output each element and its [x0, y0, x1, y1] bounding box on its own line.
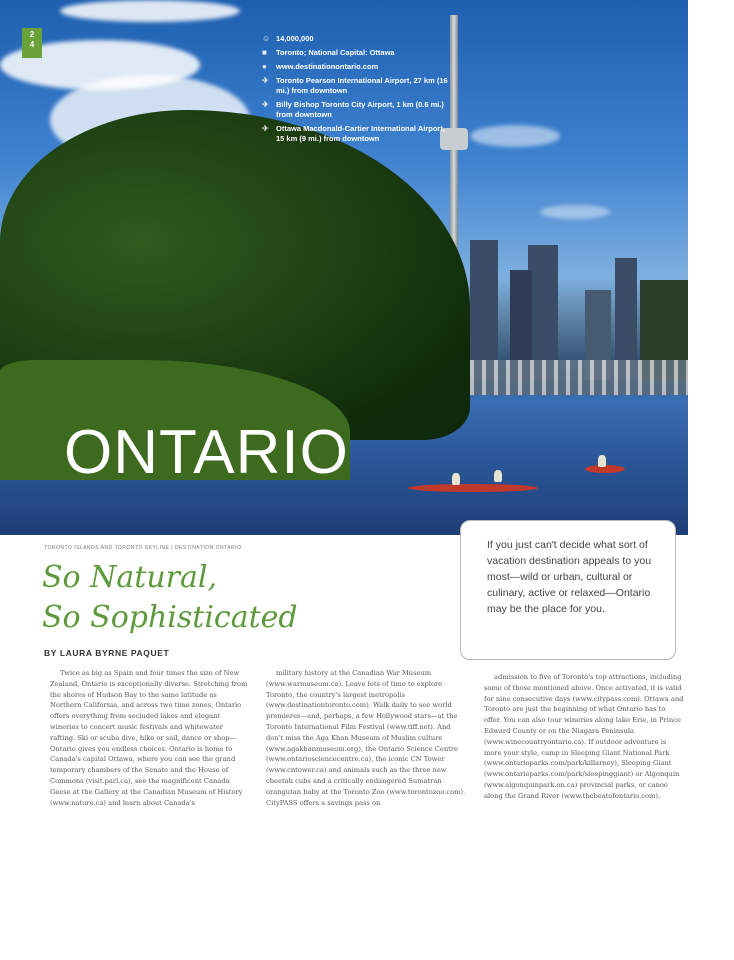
byline: BY LAURA BYRNE PAQUET: [44, 648, 170, 658]
fact-airport-billy-bishop: ✈ Billy Bishop Toronto City Airport, 1 km (0.6 mi.) from downtown: [262, 100, 444, 119]
photo-caption: TORONTO ISLANDS AND TORONTO SKYLINE | DESTINATION ONTARIO: [44, 545, 242, 551]
article-column-1: [50, 668, 250, 808]
person-icon: ☺: [262, 34, 271, 43]
article-column-3: [484, 672, 684, 802]
column-text: Twice as big as Spain and four times the size of New Zealand, Ontario is exceptionally diverse. Stretching from the shores of Hudson Bay to the same latitude as Northern California, and across two time zones, Ontario offers everything from secluded lakes and elegant wineries to concert music festivals and whitewater rafting. Ski or scuba dive, hike or sail, dance or shop—Ontario gives you endless choices. Ontario is home to Canada's capital Ottawa, where you can see the grand temporary chambers of the Senate and the House of Commons (visit.parl.ca), see the magnificent Canada Geese at the Gallery at the Canadian Museum of History (www.nature.ca) and learn about Canada's: [50, 669, 248, 807]
hero-title: ONTARIO: [64, 418, 349, 487]
fact-population: ☺ 14,000,000: [262, 34, 314, 43]
kayak: [408, 484, 538, 492]
plane-icon: ✈: [262, 124, 269, 133]
column-text: military history at the Canadian War Museum (www.warmuseum.ca). Leave lots of time to explore Toronto, the country's largest metropolis (www.destinationtoronto.com). Walk daily to see world premieres—and, perhaps, a few Hollywood stars—at the Toronto International Film Festival (www.tiff.net). And don't miss the Aga Khan Museum of Muslim culture (www.agakhanmuseum.org), the Ontario Science Centre (www.ontariosciencecentre.ca), the iconic CN Tower (www.cntower.ca) and animals such as the three new cheetah cubs and a critically endangered Sumatran orangutan baby at the Toronto Zoo (www.torontozoo.com). CityPASS offers a savings pass on: [266, 669, 466, 807]
fact-capital: ■ Toronto; National Capital: Ottawa: [262, 48, 395, 57]
headline-line-1: So Natural,: [42, 560, 218, 595]
fact-website: ● www.destinationontario.com: [262, 62, 379, 71]
intro-callout: If you just can't decide what sort of vacation destination appeals to you most—wild or urban, cultural or culinary, active or relaxed—Ontario may be the place for you.: [460, 520, 676, 660]
fact-airport-pearson: ✈ Toronto Pearson International Airport, 27 km (16 mi.) from downtown: [262, 76, 448, 95]
page-number-tab: 2 4: [22, 28, 42, 58]
quick-facts: [262, 34, 452, 148]
fact-airport-ottawa: ✈ Ottawa Macdonald-Cartier International Airport, 15 km (9 mi.) from downtown: [262, 124, 445, 143]
globe-icon: ●: [262, 62, 267, 71]
headline-line-2: So Sophisticated: [42, 600, 298, 635]
plane-icon: ✈: [262, 76, 269, 85]
headline: [42, 558, 298, 638]
building-icon: ■: [262, 48, 267, 57]
article-column-2: [266, 668, 466, 808]
plane-icon: ✈: [262, 100, 269, 109]
column-text: admission to five of Toronto's top attractions, including some of those mentioned above. Once activated, it is valid for nine consecutive days (www.citypass.com). Ottawa and Toronto are just the beginning of what Ontario has to offer. You can also tour wineries along lake Erie, in Prince Edward County or on the Niagara Peninsula (www.winecountryontario.ca). If outdoor adventure is more your style, camp in Sleeping Giant National Park (www.ontarioparks.com/park/killarney), Sleeping Giant (www.ontarioparks.com/park/sleepinggiant) or Algonquin (www.algonquinpark.on.ca) provincial parks, or canoe along the Grand River (www.thebeatofontario.com).: [484, 673, 684, 800]
